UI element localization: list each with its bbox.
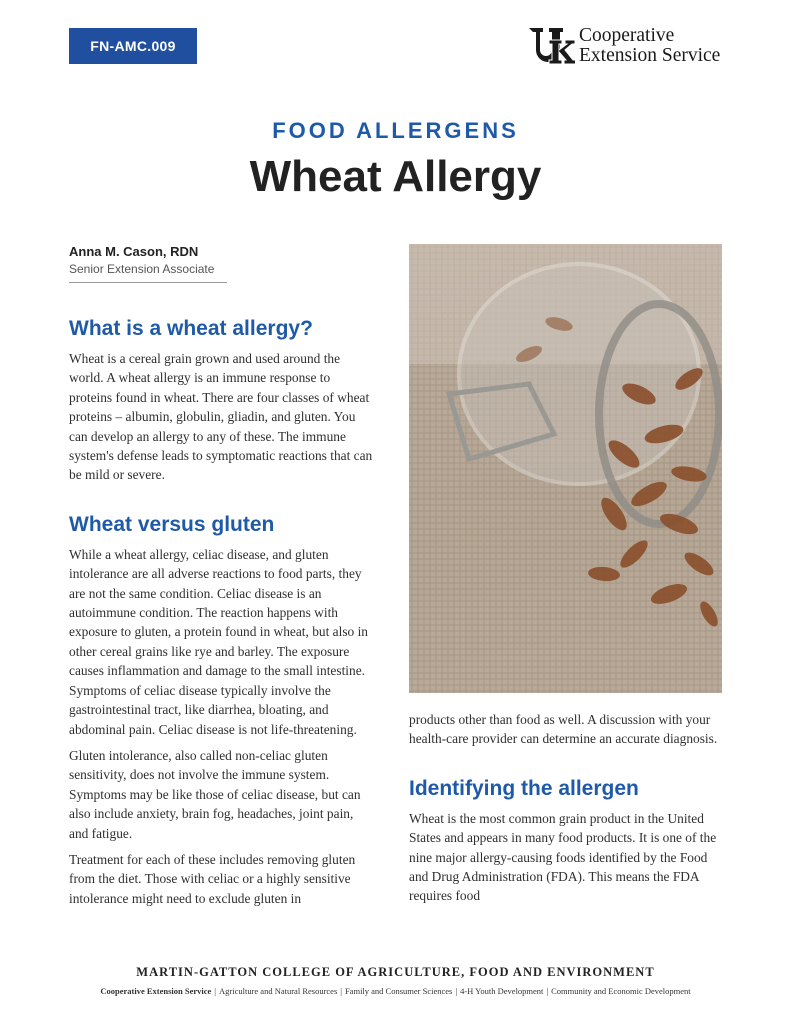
section-paragraph: While a wheat allergy, celiac disease, and gluten intolerance are all adverse reactions to food parts, they are not the same condition. Celiac disease is an autoimmune condition. The reaction happens with exposure to gluten, a protein found in wheat, but also in other cereal grains like rye and barley. The exposure causes inflammation and damage to the small intestine. Symptoms of celiac disease typically involve the gastrointestinal tract, like diarrhea, bloating, and abdominal pain. Celiac disease is not life-threatening. bbox=[69, 546, 368, 737]
left-column bbox=[69, 316, 373, 915]
author-block bbox=[69, 244, 229, 283]
logo-line-1: Cooperative bbox=[579, 25, 675, 46]
footer-program: Family and Consumer Sciences bbox=[344, 986, 453, 996]
logo-wordmark bbox=[579, 26, 720, 66]
section-paragraph: Gluten intolerance, also called non-celiac gluten sensitivity, does not involve the immune system. Symptoms may be like those of celiac disease, but can also include anxiety, brain fog, headaches, joint pain, and fatigue. bbox=[69, 747, 361, 841]
footer-program-list: Cooperative Extension Service | Agriculture and Natural Resources | Family and Consumer Sciences | 4-H Youth Development | Community and Economic Development bbox=[100, 986, 691, 996]
pasta-jar-photo bbox=[409, 244, 722, 693]
series-kicker: FOOD ALLERGENS bbox=[272, 118, 519, 143]
section-heading-what-is: What is a wheat allergy? bbox=[69, 317, 313, 340]
right-column bbox=[409, 710, 721, 913]
footer-program: Community and Economic Development bbox=[551, 986, 691, 996]
uk-logo-icon bbox=[527, 26, 575, 68]
uk-extension-logo bbox=[527, 26, 752, 70]
footer-college-name: MARTIN-GATTON COLLEGE OF AGRICULTURE, FOOD AND ENVIRONMENT bbox=[136, 965, 655, 979]
section-heading-wheat-vs-gluten: Wheat versus gluten bbox=[69, 512, 275, 536]
page-title: Wheat Allergy bbox=[249, 152, 542, 201]
document-code-badge: FN-AMC.009 bbox=[69, 28, 197, 64]
author-role: Senior Extension Associate bbox=[69, 262, 215, 276]
section-paragraph-continued: products other than food as well. A discussion with your health-care provider can determine an accurate diagnosis. bbox=[409, 712, 718, 747]
footer-program: 4-H Youth Development bbox=[460, 986, 544, 996]
logo-line-2: Extension Service bbox=[579, 45, 721, 66]
author-name: Anna M. Cason, RDN bbox=[69, 244, 199, 259]
pasta-jar-illustration bbox=[409, 244, 722, 693]
author-divider bbox=[69, 282, 227, 283]
section-paragraph: Wheat is a cereal grain grown and used around the world. A wheat allergy is an immune response to proteins found in wheat. There are four classes of wheat proteins – albumin, globulin, gliadin, and gluten. You can develop an allergy to any of these. The immune system's defense leads to symptomatic reactions that can be mild or severe. bbox=[69, 351, 373, 483]
section-paragraph: Treatment for each of these includes removing gluten from the diet. Those with celiac or a highly sensitive intolerance might need to exclude gluten in bbox=[69, 851, 356, 906]
section-heading-identifying: Identifying the allergen bbox=[409, 776, 639, 800]
footer-program: Cooperative Extension Service bbox=[100, 986, 212, 996]
section-paragraph: Wheat is the most common grain product in the United States and appears in many food products. It is one of the nine major allergy-causing foods identified by the Food and Drug Administration (FDA). This means the FDA requires food bbox=[409, 810, 717, 904]
footer-program: Agriculture and Natural Resources bbox=[219, 986, 338, 996]
